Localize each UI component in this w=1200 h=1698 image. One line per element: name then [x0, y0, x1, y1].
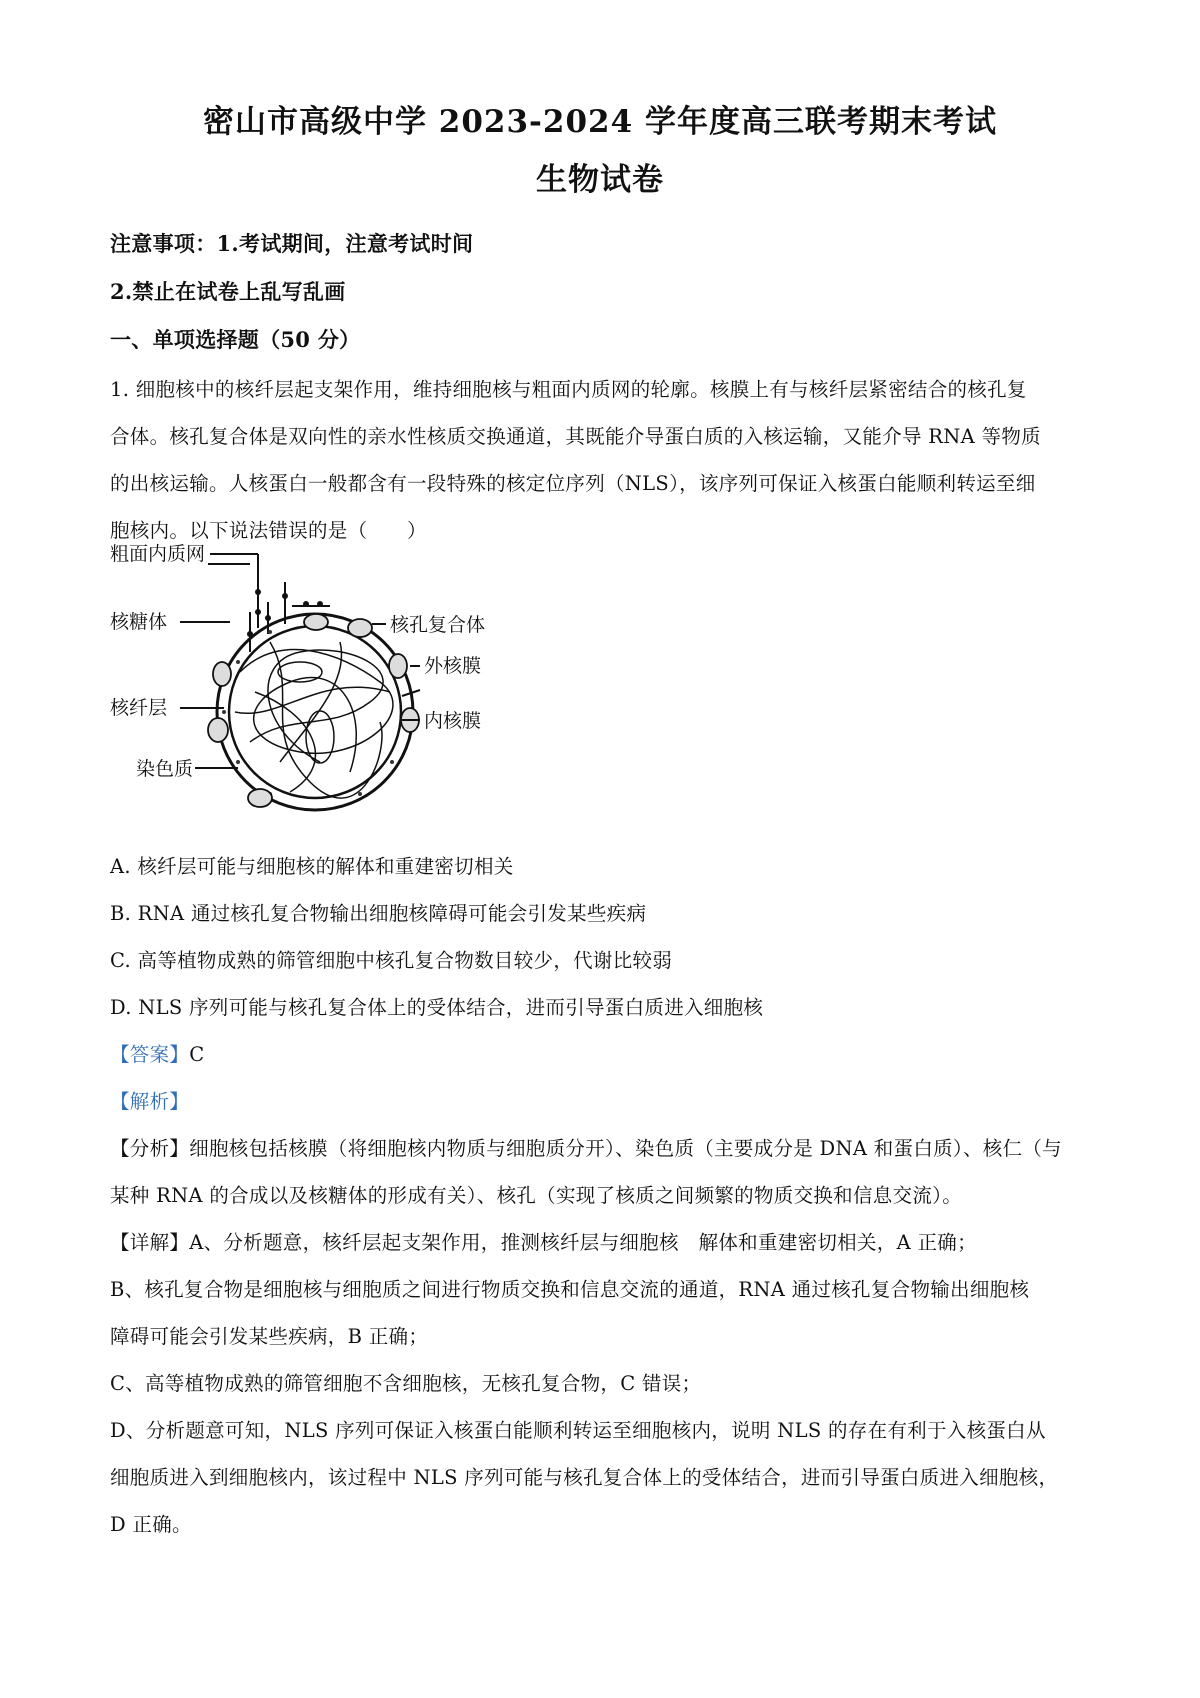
exam-subtitle: 生物试卷 [536, 162, 664, 198]
explanation-line: D、分析题意可知，NLS 序列可保证入核蛋白能顺利转运至细胞核内，说明 NLS 的存在有利于入核蛋白从 [110, 1419, 1046, 1442]
explanation-line: 障碍可能会引发某些疾病，B 正确； [110, 1325, 429, 1348]
section-heading: 一、单项选择题（50 分） [110, 327, 361, 352]
answer-value: C [189, 1043, 205, 1066]
explanation-line: D 正确。 [110, 1513, 192, 1536]
notes-line-2: 2.禁止在试卷上乱写乱画 [110, 279, 346, 304]
question-stem-line: 的出核运输。人核蛋白一般都含有一段特殊的核定位序列（NLS），该序列可保证入核蛋白能顺利转运至细 [110, 472, 1036, 495]
option-b: B. RNA 通过核孔复合物输出细胞核障碍可能会引发某些疾病 [110, 902, 647, 925]
explanation-line: 细胞质进入到细胞核内，该过程中 NLS 序列可能与核孔复合体上的受体结合，进而引导蛋白质进入细胞核， [110, 1466, 1059, 1489]
label-ribosome: 核糖体 [110, 611, 168, 633]
nucleus-diagram [110, 543, 550, 822]
answer-line [110, 1039, 1100, 1067]
notes-line-1: 注意事项：1.考试期间，注意考试时间 [110, 231, 474, 256]
label-inner-membrane: 内核膜 [424, 710, 482, 732]
label-outer-membrane: 外核膜 [424, 655, 482, 677]
exam-title: 密山市高级中学 2023-2024 学年度高三联考期末考试 [202, 104, 997, 140]
answer-tag: 【答案】 [110, 1043, 190, 1066]
question-stem-line: 合体。核孔复合体是双向性的亲水性核质交换通道，其既能介导蛋白质的入核运输，又能介导 RNA 等物质 [110, 425, 1041, 448]
label-rough-er: 粗面内质网 [110, 543, 206, 565]
explanation-line: 【详解】A、分析题意，核纤层起支架作用，推测核纤层与细胞核 解体和重建密切相关，A 正确； [110, 1231, 977, 1254]
explanation-line: 【分析】细胞核包括核膜（将细胞核内物质与细胞质分开）、染色质（主要成分是 DNA 和蛋白质）、核仁（与 [110, 1137, 1062, 1160]
question-stem-line: 1. 细胞核中的核纤层起支架作用，维持细胞核与粗面内质网的轮廓。核膜上有与核纤层紧密结合的核孔复 [110, 378, 1027, 401]
explanation-line: 某种 RNA 的合成以及核糖体的形成有关）、核孔（实现了核质之间频繁的物质交换和信息交流）。 [110, 1184, 963, 1207]
explanation-line: B、核孔复合物是细胞核与细胞质之间进行物质交换和信息交流的通道，RNA 通过核孔复合物输出细胞核 [110, 1278, 1030, 1301]
label-npc: 核孔复合体 [390, 614, 486, 636]
option-d: D. NLS 序列可能与核孔复合体上的受体结合，进而引导蛋白质进入细胞核 [110, 996, 764, 1019]
question-stem-line: 胞核内。以下说法错误的是（ ） [110, 519, 427, 542]
label-lamina: 核纤层 [110, 697, 168, 719]
option-c: C. 高等植物成熟的筛管细胞中核孔复合物数目较少，代谢比较弱 [110, 949, 673, 972]
option-a: A. 核纤层可能与细胞核的解体和重建密切相关 [110, 855, 514, 878]
label-chromatin: 染色质 [136, 758, 194, 780]
analysis-tag: 【解析】 [110, 1090, 190, 1113]
explanation-line: C、高等植物成熟的筛管细胞不含细胞核，无核孔复合物，C 错误； [110, 1372, 702, 1395]
chromatin-tangle [235, 642, 393, 798]
